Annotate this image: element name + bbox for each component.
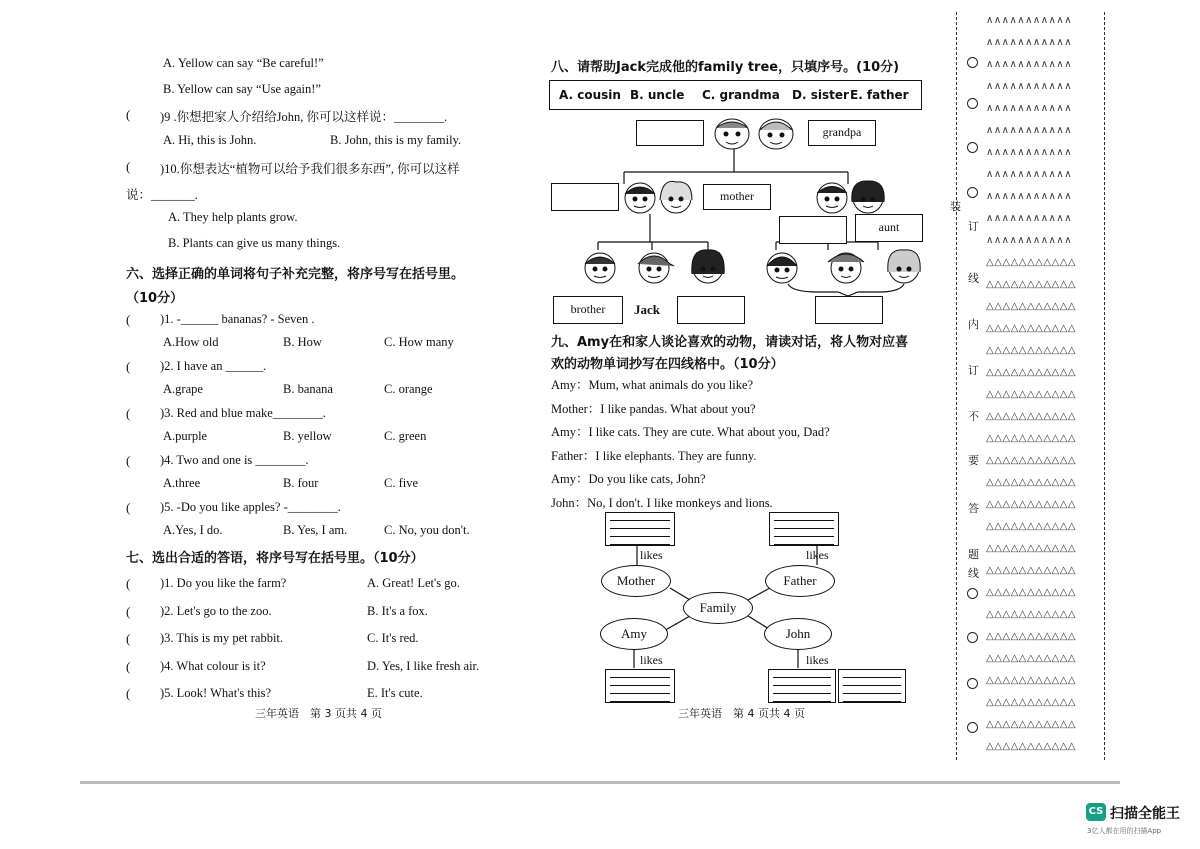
grandpa-box bbox=[808, 120, 876, 146]
s6-option-b: B. banana bbox=[283, 382, 333, 396]
section9-title: 九、Amy在和家人谈论喜欢的动物，请读对话，将人物对应喜 bbox=[551, 335, 909, 350]
binding-char: 线 bbox=[968, 567, 979, 580]
aunt-box bbox=[855, 214, 923, 242]
triangle-row: △△△△△△△△△△△ bbox=[986, 323, 1077, 334]
triangle-row: △△△△△△△△△△△ bbox=[986, 675, 1077, 686]
binding-outer-line bbox=[1104, 12, 1105, 760]
s6-option-c: C. five bbox=[384, 476, 419, 490]
binding-char: 内 bbox=[968, 318, 979, 331]
triangle-row: △△△△△△△△△△△ bbox=[986, 587, 1077, 598]
right-footer: 三年英语 第 4 页共 4 页 bbox=[678, 707, 805, 720]
q9-option-b: B. John, this is my family. bbox=[330, 133, 462, 147]
amy-likes-label: likes bbox=[640, 653, 663, 667]
s7-answer: A. Great! Let's go. bbox=[367, 576, 460, 590]
triangle-row: ∧∧∧∧∧∧∧∧∧∧∧ bbox=[986, 59, 1073, 70]
grandparents-faces-icon bbox=[708, 114, 800, 152]
binding-hole-icon bbox=[967, 98, 978, 109]
binding-char: 题 bbox=[968, 548, 979, 561]
triangle-row: △△△△△△△△△△△ bbox=[986, 477, 1077, 488]
father-likes-label: likes bbox=[806, 548, 829, 562]
q9-question: )9 .你想把家人介绍给John, 你可以这样说：________. bbox=[160, 110, 448, 124]
option-father: E. father bbox=[850, 88, 909, 102]
s6-question: )4. Two and one is ________. bbox=[160, 453, 309, 467]
triangle-row: △△△△△△△△△△△ bbox=[986, 697, 1077, 708]
triangle-row: ∧∧∧∧∧∧∧∧∧∧∧ bbox=[986, 191, 1073, 202]
triangle-row: △△△△△△△△△△△ bbox=[986, 301, 1077, 312]
s6-option-a: A.Yes, I do. bbox=[163, 523, 223, 537]
s6-paren[interactable]: ( bbox=[126, 406, 131, 421]
s7-answer: B. It's a fox. bbox=[367, 604, 428, 618]
s6-paren[interactable]: ( bbox=[126, 500, 131, 515]
q9-option-a: A. Hi, this is John. bbox=[163, 133, 257, 147]
binding-hole-icon bbox=[967, 722, 978, 733]
s6-option-b: B. Yes, I am. bbox=[283, 523, 348, 537]
triangle-row: △△△△△△△△△△△ bbox=[986, 433, 1077, 444]
s7-question: )1. Do you like the farm? bbox=[160, 576, 287, 590]
s7-paren[interactable]: ( bbox=[126, 686, 131, 701]
father-blank[interactable] bbox=[551, 183, 619, 211]
binding-hole-icon bbox=[967, 57, 978, 68]
binding-hole-icon bbox=[967, 632, 978, 643]
dialog-line-2: Mother：I like pandas. What about you? bbox=[551, 402, 756, 416]
triangle-row: △△△△△△△△△△△ bbox=[986, 257, 1077, 268]
dialog-line-3: Amy：I like cats. They are cute. What about you, Dad? bbox=[551, 425, 830, 439]
cousin-blank[interactable] bbox=[815, 296, 883, 324]
john-likes-label: likes bbox=[806, 653, 829, 667]
s6-option-c: C. orange bbox=[384, 382, 433, 396]
triangle-row: △△△△△△△△△△△ bbox=[986, 499, 1077, 510]
amy-writing-lines[interactable] bbox=[605, 669, 675, 703]
s6-option-b: B. How bbox=[283, 335, 322, 349]
binding-dashed-line bbox=[956, 12, 957, 760]
triangle-row: △△△△△△△△△△△ bbox=[986, 631, 1077, 642]
triangle-row: △△△△△△△△△△△ bbox=[986, 565, 1077, 576]
binding-char: 订 bbox=[968, 364, 979, 377]
s7-paren[interactable]: ( bbox=[126, 631, 131, 646]
dialog-line-1: Amy：Mum, what animals do you like? bbox=[551, 378, 754, 392]
triangle-pattern bbox=[986, 10, 1076, 758]
binding-hole-icon bbox=[967, 142, 978, 153]
triangle-row: △△△△△△△△△△△ bbox=[986, 543, 1077, 554]
option-cousin: A. cousin bbox=[559, 88, 621, 102]
left-footer: 三年英语 第 3 页共 4 页 bbox=[255, 707, 382, 720]
triangle-row: △△△△△△△△△△△ bbox=[986, 741, 1077, 752]
triangle-row: △△△△△△△△△△△ bbox=[986, 653, 1077, 664]
s7-question: )3. This is my pet rabbit. bbox=[160, 631, 284, 645]
mother-node: Mother bbox=[601, 565, 671, 597]
section6-points: （10分） bbox=[126, 291, 184, 306]
s6-paren[interactable]: ( bbox=[126, 359, 131, 374]
triangle-row: △△△△△△△△△△△ bbox=[986, 345, 1077, 356]
triangle-row: △△△△△△△△△△△ bbox=[986, 521, 1077, 532]
s7-paren[interactable]: ( bbox=[126, 659, 131, 674]
watermark-tagline: 3亿人都在用的扫描App bbox=[1087, 827, 1162, 835]
father-writing-lines[interactable] bbox=[769, 512, 839, 546]
s7-answer: E. It's cute. bbox=[367, 686, 423, 700]
q8-option-b: B. Yellow can say “Use again!” bbox=[163, 82, 321, 96]
q10-question-cont: 说：_______. bbox=[126, 188, 198, 202]
s7-question: )5. Look! What's this? bbox=[160, 686, 272, 700]
binding-char: 要 bbox=[968, 454, 979, 467]
s6-option-b: B. four bbox=[283, 476, 319, 490]
camscanner-logo-icon: CS bbox=[1086, 803, 1106, 821]
option-uncle: B. uncle bbox=[630, 88, 685, 102]
brother-label: brother bbox=[570, 302, 606, 316]
father-node: Father bbox=[765, 565, 835, 597]
binding-char: 订 bbox=[968, 220, 979, 233]
section6-title: 六、选择正确的单词将句子补充完整，将序号写在括号里。 bbox=[126, 267, 465, 282]
john-writing-lines-1[interactable] bbox=[768, 669, 836, 703]
s7-paren[interactable]: ( bbox=[126, 576, 131, 591]
section7-title: 七、选出合适的答语，将序号写在括号里。（10分） bbox=[126, 551, 424, 566]
triangle-row: ∧∧∧∧∧∧∧∧∧∧∧ bbox=[986, 125, 1073, 136]
binding-char: 答 bbox=[968, 502, 979, 515]
binding-char: 不 bbox=[968, 410, 979, 423]
s6-option-c: C. green bbox=[384, 429, 427, 443]
amy-node: Amy bbox=[600, 618, 668, 650]
section8-options-box bbox=[549, 80, 922, 110]
s6-question: )2. I have an ______. bbox=[160, 359, 267, 373]
children-faces-icon bbox=[580, 248, 730, 288]
triangle-row: △△△△△△△△△△△ bbox=[986, 389, 1077, 400]
s7-paren[interactable]: ( bbox=[126, 604, 131, 619]
uncle-aunt-faces-icon bbox=[812, 178, 892, 216]
triangle-row: ∧∧∧∧∧∧∧∧∧∧∧ bbox=[986, 235, 1073, 246]
triangle-row: △△△△△△△△△△△ bbox=[986, 411, 1077, 422]
brother-box bbox=[553, 296, 623, 324]
triangle-row: △△△△△△△△△△△ bbox=[986, 609, 1077, 620]
watermark-name: 扫描全能王 bbox=[1110, 806, 1180, 822]
section8-title: 八、请帮助Jack完成他的family tree，只填序号。(10分) bbox=[551, 60, 900, 75]
mother-box bbox=[703, 184, 771, 210]
option-sister: D. sister bbox=[792, 88, 849, 102]
mother-label: mother bbox=[720, 189, 754, 203]
triangle-row: ∧∧∧∧∧∧∧∧∧∧∧ bbox=[986, 147, 1073, 158]
binding-char: 装 bbox=[950, 200, 961, 213]
q9-paren: ( bbox=[126, 107, 131, 122]
binding-hole-icon bbox=[967, 187, 978, 198]
q10-option-a: A. They help plants grow. bbox=[168, 210, 298, 224]
s6-paren[interactable]: ( bbox=[126, 453, 131, 468]
option-grandma: C. grandma bbox=[702, 88, 780, 102]
grandpa-label: grandpa bbox=[822, 125, 862, 139]
triangle-row: △△△△△△△△△△△ bbox=[986, 455, 1077, 466]
parents-faces-icon bbox=[620, 178, 700, 216]
binding-hole-icon bbox=[967, 588, 978, 599]
scan-edge-line bbox=[80, 781, 1120, 784]
triangle-row: ∧∧∧∧∧∧∧∧∧∧∧ bbox=[986, 81, 1073, 92]
mother-likes-label: likes bbox=[640, 548, 663, 562]
s6-option-a: A.three bbox=[163, 476, 201, 490]
dialog-line-4: Father：I like elephants. They are funny. bbox=[551, 449, 757, 463]
s7-answer: D. Yes, I like fresh air. bbox=[367, 659, 480, 673]
s6-question: )3. Red and blue make________. bbox=[160, 406, 326, 420]
s6-option-a: A.purple bbox=[163, 429, 208, 443]
jack-label: Jack bbox=[634, 302, 660, 317]
section9-title-cont: 欢的动物单词抄写在四线格中。（10分） bbox=[551, 357, 784, 372]
triangle-row: ∧∧∧∧∧∧∧∧∧∧∧ bbox=[986, 169, 1073, 180]
q8-option-a: A. Yellow can say “Be careful!” bbox=[163, 56, 324, 70]
triangle-row: △△△△△△△△△△△ bbox=[986, 279, 1077, 290]
triangle-row: △△△△△△△△△△△ bbox=[986, 719, 1077, 730]
dialog-line-6: John：No, I don't. I like monkeys and lions. bbox=[551, 496, 773, 510]
s7-answer: C. It's red. bbox=[367, 631, 419, 645]
triangle-row: ∧∧∧∧∧∧∧∧∧∧∧ bbox=[986, 213, 1073, 224]
mother-writing-lines[interactable] bbox=[605, 512, 675, 546]
aunt-label: aunt bbox=[878, 220, 900, 234]
s6-option-c: C. How many bbox=[384, 335, 454, 349]
s6-option-a: A.grape bbox=[163, 382, 203, 396]
dialog-line-5: Amy：Do you like cats, John? bbox=[551, 472, 706, 486]
sister-blank[interactable] bbox=[677, 296, 745, 324]
s6-paren[interactable]: ( bbox=[126, 312, 131, 327]
john-writing-lines-2[interactable] bbox=[838, 669, 906, 703]
q10-paren: ( bbox=[126, 159, 131, 174]
s7-question: )2. Let's go to the zoo. bbox=[160, 604, 272, 618]
triangle-row: ∧∧∧∧∧∧∧∧∧∧∧ bbox=[986, 15, 1073, 26]
s6-option-a: A.How old bbox=[163, 335, 219, 349]
s6-question: )1. -______ bananas? - Seven . bbox=[160, 312, 315, 326]
s6-option-b: B. yellow bbox=[283, 429, 332, 443]
s6-option-c: C. No, you don't. bbox=[384, 523, 470, 537]
uncle-blank[interactable] bbox=[779, 216, 847, 244]
triangle-row: △△△△△△△△△△△ bbox=[986, 367, 1077, 378]
q10-option-b: B. Plants can give us many things. bbox=[168, 236, 341, 250]
s6-question: )5. -Do you like apples? -________. bbox=[160, 500, 341, 514]
q10-question: )10.你想表达“植物可以给予我们很多东西”, 你可以这样 bbox=[160, 162, 460, 176]
s7-question: )4. What colour is it? bbox=[160, 659, 266, 673]
cousins-faces-icon bbox=[762, 248, 928, 288]
binding-hole-icon bbox=[967, 678, 978, 689]
triangle-row: ∧∧∧∧∧∧∧∧∧∧∧ bbox=[986, 37, 1073, 48]
john-node: John bbox=[764, 618, 832, 650]
family-node: Family bbox=[683, 592, 753, 624]
binding-char: 线 bbox=[968, 272, 979, 285]
grandpa-left-blank[interactable] bbox=[636, 120, 704, 146]
triangle-row: ∧∧∧∧∧∧∧∧∧∧∧ bbox=[986, 103, 1073, 114]
